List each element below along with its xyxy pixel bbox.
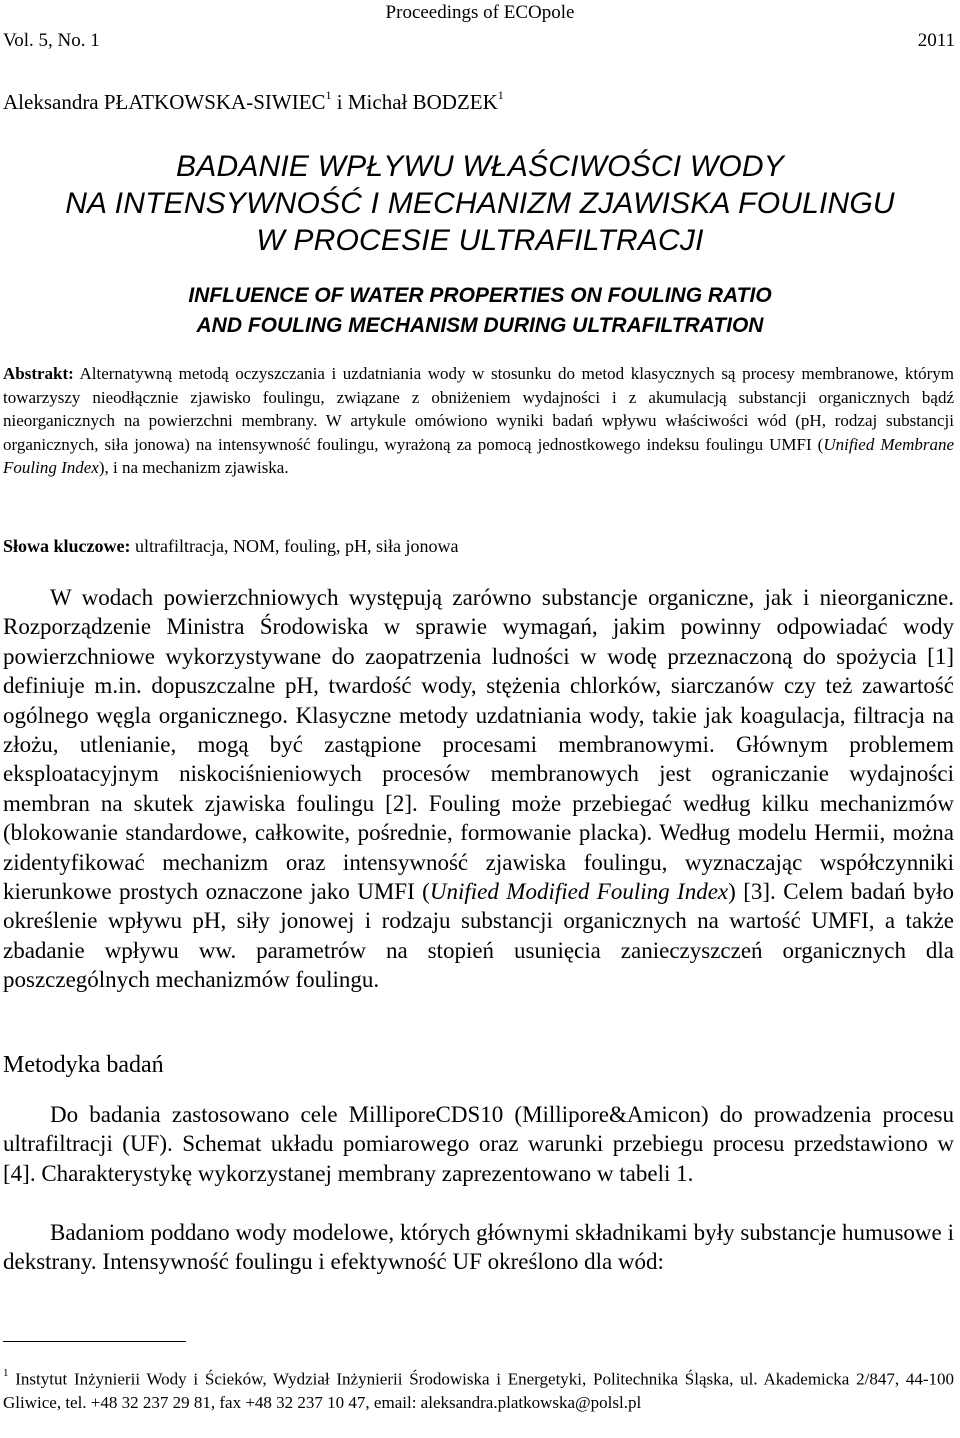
paragraph-text: Do badania zastosowano cele MilliporeCDS10 (Millipore&Amicon) do prowadzenia procesu ultrafiltracji (UF). Schemat układu pomiarowego oraz warunki przebiegu procesu przedstawiono w [4]. Charakterystykę wykorzystanej membrany zaprezentowano w tabeli 1. xyxy=(3,1102,954,1186)
footnote-marker: 1 xyxy=(3,1367,9,1379)
title-line: W PROCESIE ULTRAFILTRACJI xyxy=(256,224,704,257)
keywords-label: Słowa kluczowe: xyxy=(3,536,131,556)
volume-number: Vol. 5, No. 1 xyxy=(3,30,100,51)
abstract-italic-term: Unified Membrane Fouling Index xyxy=(3,434,955,477)
affiliation-marker: 1 xyxy=(497,88,504,102)
keywords-text: ultrafiltracja, NOM, fouling, pH, siła jonowa xyxy=(130,536,459,556)
author-name: Michał BODZEK xyxy=(347,90,498,114)
footnote-text: Instytut Inżynierii Wody i Ścieków, Wydział Inżynierii Środowiska i Energetyki, Politechnika Śląska, ul. Akademicka 2/847, 44-100 Gliwice, tel. +48 32 237 29 81, fax +48 32 237 10 47, email: aleksandra.platkowska@polsl.pl xyxy=(3,1369,954,1413)
footnote-divider xyxy=(3,1341,186,1342)
title-polish xyxy=(0,148,960,259)
title-line: AND FOULING MECHANISM DURING ULTRAFILTRATION xyxy=(196,314,764,337)
abstract-label: Abstrakt: xyxy=(3,364,74,383)
paragraph-italic-term: Unified Modified Fouling Index xyxy=(429,879,729,905)
title-english xyxy=(0,281,960,341)
section-heading: Metodyka badań xyxy=(3,1052,164,1078)
author-connector: i xyxy=(331,90,348,114)
publication-year: 2011 xyxy=(917,30,955,51)
affiliation-marker: 1 xyxy=(325,88,332,102)
paragraph-text: ) [3]. Celem badań było określenie wpływu pH, siły jonowej i rodzaju substancji organicznych na wartość UMFI, a także zbadanie wpływu ww. parametrów na stopień usunięcia zanieczyszczeń organicznych dla poszczególnych mechanizmów foulingu. xyxy=(3,879,954,993)
title-line: BADANIE WPŁYWU WŁAŚCIWOŚCI WODY xyxy=(176,150,784,183)
keywords xyxy=(3,536,458,557)
journal-title: Proceedings of ECOpole xyxy=(385,2,575,23)
intro-paragraph xyxy=(3,583,954,995)
author-name: Aleksandra PŁATKOWSKA-SIWIEC xyxy=(3,90,326,114)
methods-paragraph xyxy=(3,1218,954,1277)
title-line: NA INTENSYWNOŚĆ I MECHANIZM ZJAWISKA FOULINGU xyxy=(65,187,895,220)
title-line: INFLUENCE OF WATER PROPERTIES ON FOULING RATIO xyxy=(188,284,772,307)
paragraph-text: Badaniom poddano wody modelowe, których głównymi składnikami były substancje humusowe i dekstrany. Intensywność foulingu i efektywność UF określono dla wód: xyxy=(3,1220,954,1275)
methods-paragraph xyxy=(3,1100,954,1188)
paragraph-text: W wodach powierzchniowych występują zarówno substancje organiczne, jak i nieorganiczne. Rozporządzenie Ministra Środowiska w sprawie wymagań, jakim powinny odpowiadać wody powierzchniowe wykorzystywane do zaopatrzenia ludności w wodę przeznaczoną do spożycia [1] definiuje m.in. dopuszczalne pH, twardość wody, stężenia chlorków, siarczanów czy też zawartość ogólnego węgla organicznego. Klasyczne metody uzdatniania wody, takie jak koagulacja, filtracja na złożu, utlenianie, mogą być zastąpione procesami membranowymi. Głównym problemem eksploatacyjnym niskociśnieniowych procesów membranowych jest ograniczanie wydajności membran na skutek zjawiska foulingu [2]. Fouling może przebiegać według kilku mechanizmów (blokowanie standardowe, całkowite, pośrednie, formowanie placka). Według modelu Hermii, można zidentyfikować mechanizm oraz intensywność zjawiska foulingu, wyznaczając współczynniki kierunkowe prostych oznaczone jako UMFI ( xyxy=(3,585,954,905)
abstract xyxy=(3,362,954,480)
abstract-text: Alternatywną metodą oczyszczania i uzdatniania wody w stosunku do metod klasycznych są procesy membranowe, którym towarzyszy nieodłącznie zjawisko foulingu, związane z obniżeniem wydajności i z akumulacją substancji organicznych bądź nieorganicznych na powierzchni membrany. W artykule omówiono wyniki badań wpływu właściwości wód (pH, rodzaj substancji organicznych, siła jonowa) na intensywność foulingu, wyrażoną za pomocą jednostkowego indeksu foulingu UMFI ( xyxy=(3,364,954,454)
abstract-text: ), i na mechanizm zjawiska. xyxy=(98,458,289,477)
author-line xyxy=(3,90,504,115)
footnote xyxy=(3,1364,954,1415)
